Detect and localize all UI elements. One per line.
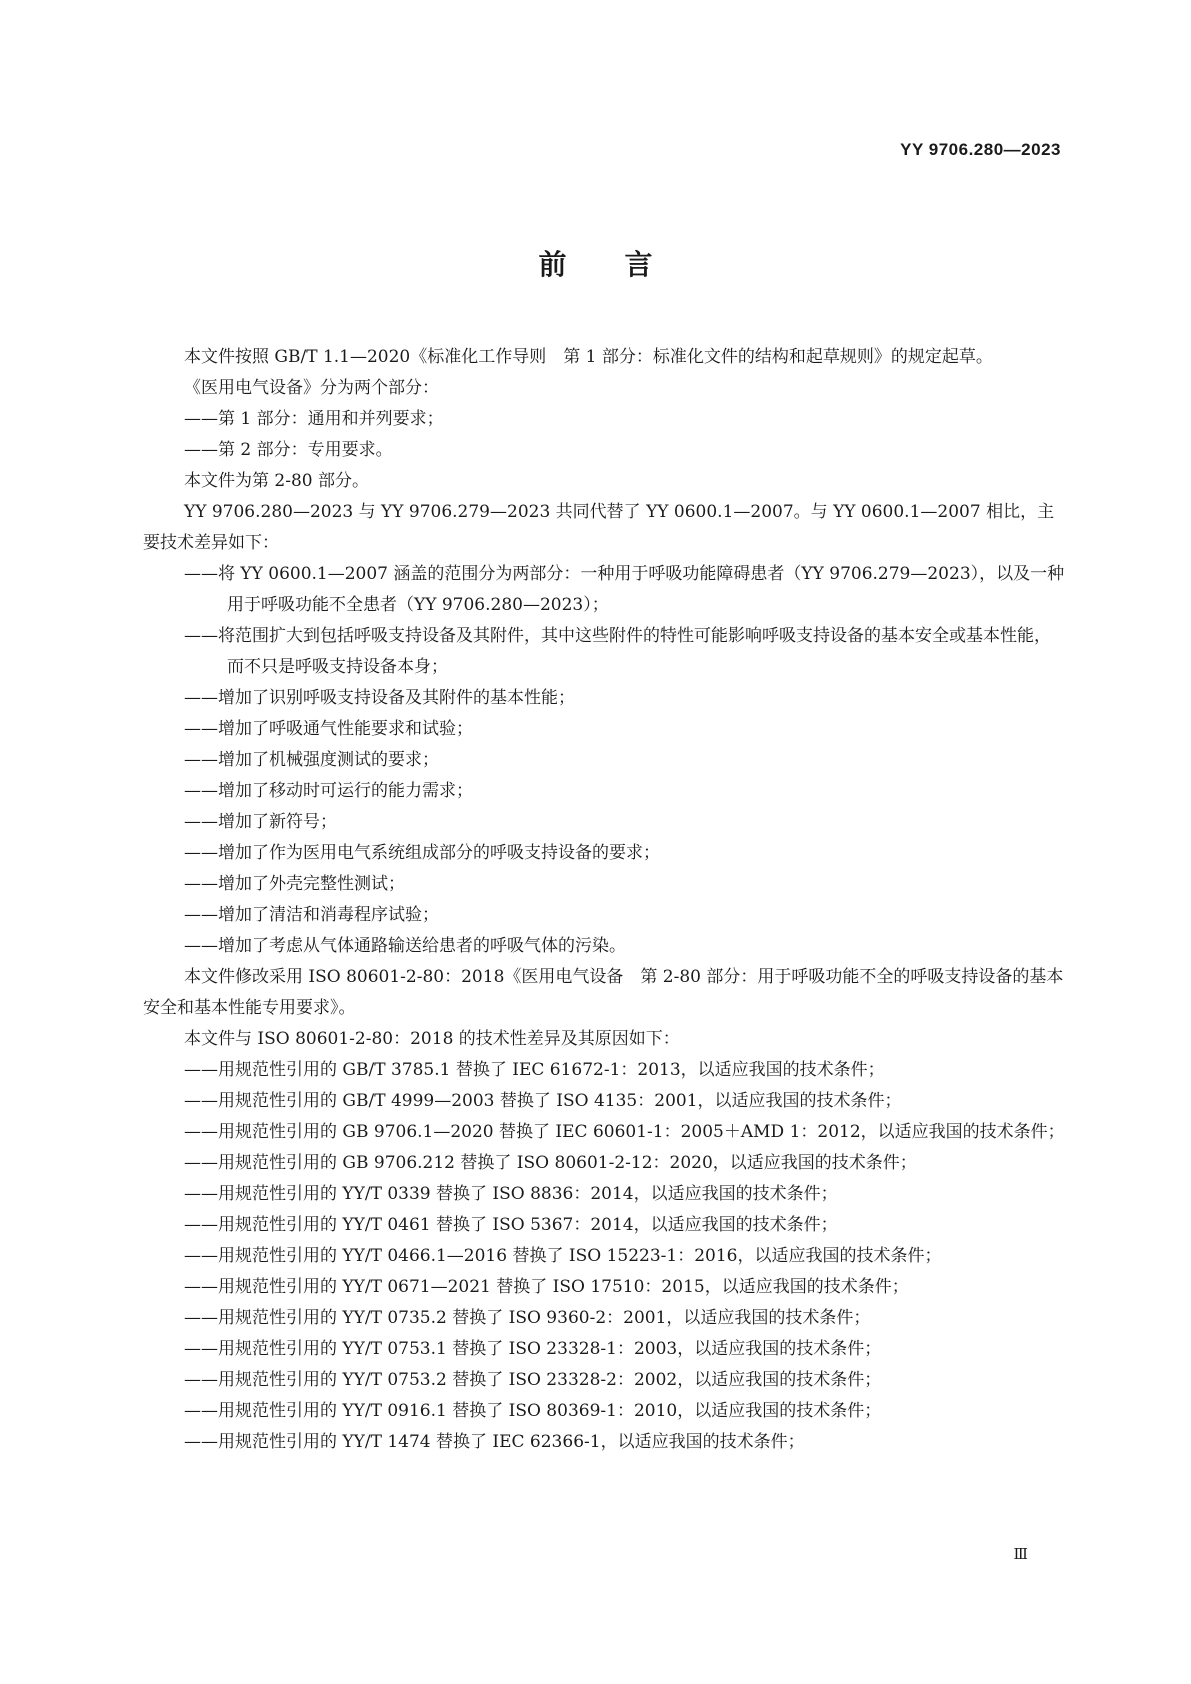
list-item: ——增加了呼吸通气性能要求和试验； <box>184 719 473 739</box>
list-item: ——增加了清洁和消毒程序试验； <box>184 905 439 925</box>
list-item: ——增加了作为医用电气系统组成部分的呼吸支持设备的要求； <box>184 843 660 863</box>
list-item: ——增加了移动时可运行的能力需求； <box>184 781 473 801</box>
list-item: ——用规范性引用的 GB/T 4999—2003 替换了 ISO 4135：2001，以适应我国的技术条件； <box>184 1091 902 1111</box>
list-item: ——用规范性引用的 YY/T 0753.1 替换了 ISO 23328-1：2003，以适应我国的技术条件； <box>184 1339 882 1359</box>
page-title: 前言 <box>538 248 711 281</box>
page-number: Ⅲ <box>1013 1545 1028 1563</box>
list-item: ——用规范性引用的 YY/T 0466.1—2016 替换了 ISO 15223-1：2016，以适应我国的技术条件； <box>184 1246 942 1266</box>
list-item: ——第 1 部分：通用和并列要求； <box>184 409 444 429</box>
list-item: ——用规范性引用的 YY/T 0735.2 替换了 ISO 9360-2：2001，以适应我国的技术条件； <box>184 1308 871 1328</box>
paragraph-drafting-rules: 本文件按照 GB/T 1.1—2020《标准化工作导则 第 1 部分：标准化文件的结构和起草规则》的规定起草。 <box>184 347 993 367</box>
paragraph-parts: 《医用电气设备》分为两个部分： <box>184 378 439 398</box>
document-body <box>143 342 1065 1458</box>
list-item: ——增加了机械强度测试的要求； <box>184 750 439 770</box>
list-item: ——增加了识别呼吸支持设备及其附件的基本性能； <box>184 688 575 708</box>
list-item: ——用规范性引用的 YY/T 0339 替换了 ISO 8836：2014，以适应我国的技术条件； <box>184 1184 838 1204</box>
paragraph-tech-diffs: 本文件与 ISO 80601-2-80：2018 的技术性差异及其原因如下： <box>184 1029 680 1049</box>
standard-code: YY 9706.280—2023 <box>900 140 1061 159</box>
list-item: ——用规范性引用的 GB/T 3785.1 替换了 IEC 61672-1：2013，以适应我国的技术条件； <box>184 1060 885 1080</box>
paragraph-part-number: 本文件为第 2-80 部分。 <box>184 471 369 491</box>
list-item: ——增加了新符号； <box>184 812 337 832</box>
list-item: ——将 YY 0600.1—2007 涵盖的范围分为两部分：一种用于呼吸功能障碍患者（YY 9706.279—2023），以及一种用于呼吸功能不全患者（YY 9706.280—2023）； <box>184 564 1065 615</box>
list-item: ——增加了外壳完整性测试； <box>184 874 405 894</box>
list-item: ——增加了考虑从气体通路输送给患者的呼吸气体的污染。 <box>184 936 626 956</box>
list-item: ——第 2 部分：专用要求。 <box>184 440 393 460</box>
list-item: ——用规范性引用的 YY/T 0753.2 替换了 ISO 23328-2：2002，以适应我国的技术条件； <box>184 1370 882 1390</box>
list-item: ——用规范性引用的 GB 9706.212 替换了 ISO 80601-2-12：2020，以适应我国的技术条件； <box>184 1153 917 1173</box>
list-item: ——用规范性引用的 YY/T 0671—2021 替换了 ISO 17510：2015，以适应我国的技术条件； <box>184 1277 909 1297</box>
list-item: ——用规范性引用的 YY/T 1474 替换了 IEC 62366-1，以适应我国的技术条件； <box>184 1432 805 1452</box>
paragraph-replacement: YY 9706.280—2023 与 YY 9706.279—2023 共同代替了 YY 0600.1—2007。与 YY 0600.1—2007 相比，主要技术差异如下： <box>143 502 1055 553</box>
list-item: ——用规范性引用的 GB 9706.1—2020 替换了 IEC 60601-1：2005＋AMD 1：2012，以适应我国的技术条件； <box>184 1122 1065 1142</box>
list-item: ——用规范性引用的 YY/T 0916.1 替换了 ISO 80369-1：2010，以适应我国的技术条件； <box>184 1401 882 1421</box>
list-item: ——将范围扩大到包括呼吸支持设备及其附件，其中这些附件的特性可能影响呼吸支持设备的基本安全或基本性能，而不只是呼吸支持设备本身； <box>184 626 1051 677</box>
list-item: ——用规范性引用的 YY/T 0461 替换了 ISO 5367：2014，以适应我国的技术条件； <box>184 1215 838 1235</box>
paragraph-adoption: 本文件修改采用 ISO 80601-2-80：2018《医用电气设备 第 2-80 部分：用于呼吸功能不全的呼吸支持设备的基本安全和基本性能专用要求》。 <box>143 967 1064 1018</box>
